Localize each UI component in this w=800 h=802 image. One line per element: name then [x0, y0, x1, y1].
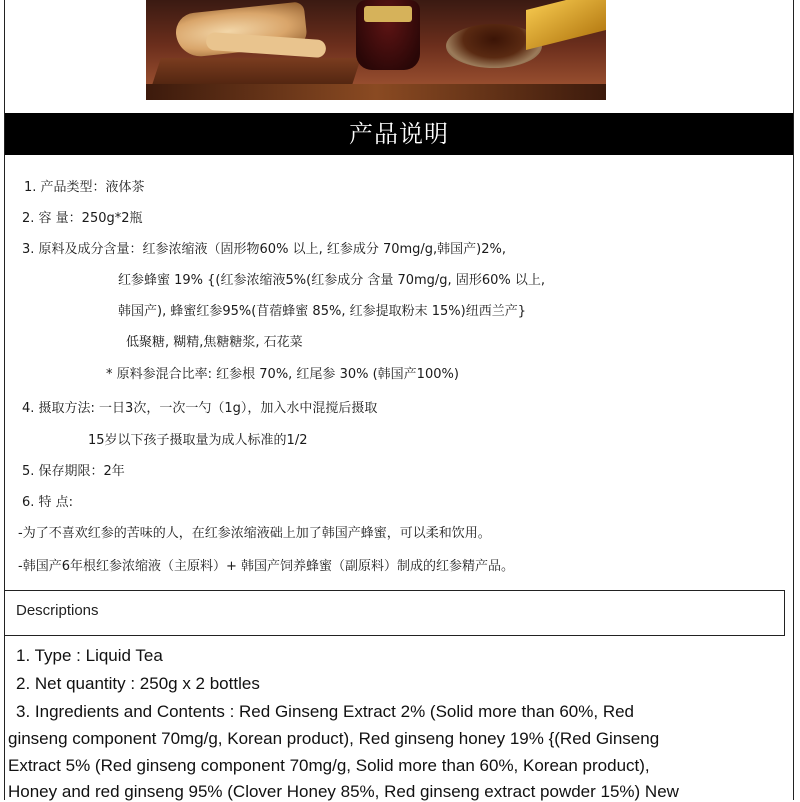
- en-line-type: 1. Type : Liquid Tea: [16, 646, 163, 665]
- en-line-quantity: 2. Net quantity : 250g x 2 bottles: [16, 674, 260, 693]
- zh-line-mix-ratio: * 原料参混合比率: 红参根 70%, 红尾参 30% (韩国产100%): [106, 367, 459, 382]
- zh-line-shelf-life: 5. 保存期限：2年: [22, 464, 125, 479]
- jar-label-shape: [364, 6, 412, 22]
- product-photo: [146, 0, 606, 100]
- descriptions-title: Descriptions: [16, 602, 99, 619]
- zh-line-usage: 4. 摄取方法: 一日3次，一次一勺（1g），加入水中混搅后摄取: [22, 401, 378, 416]
- zh-line-ingredients: 3. 原料及成分含量：红参浓缩液（固形物60% 以上, 红参成分 70mg/g,韩国产)2%,: [22, 242, 507, 257]
- en-line-ingredients-4: Honey and red ginseng 95% (Clover Honey 85%, Red ginseng extract powder 15%) New: [8, 782, 679, 801]
- ginseng-root-shape: [206, 32, 327, 58]
- zh-line-type: 1. 产品类型：液体茶: [24, 180, 145, 195]
- tray-shape: [146, 84, 606, 100]
- zh-line-ingredients-4: 低聚糖, 糊精,焦糖糖浆, 石花菜: [126, 335, 303, 350]
- zh-line-ingredients-3: 韩国产), 蜂蜜红参95%(苜蓿蜂蜜 85%, 红参提取粉末 15%)纽西兰产}: [118, 304, 526, 319]
- en-line-ingredients: 3. Ingredients and Contents : Red Ginseng Extract 2% (Solid more than 60%, Red: [16, 702, 635, 721]
- section-header: 产品说明: [5, 113, 793, 155]
- zh-line-usage-2: 15岁以下孩子摄取量为成人标准的1/2: [88, 433, 308, 448]
- en-line-ingredients-2: ginseng component 70mg/g, Korean product), Red ginseng honey 19% {(Red Ginseng: [8, 729, 660, 748]
- zh-line-ingredients-2: 红参蜂蜜 19% {(红参浓缩液5%(红参成分 含量 70mg/g, 固形60% 以上,: [118, 273, 545, 288]
- en-line-ingredients-3: Extract 5% (Red ginseng component 70mg/g, Solid more than 60%, Korean product),: [8, 756, 650, 775]
- zh-line-feature-2: -韩国产6年根红参浓缩液（主原料）+ 韩国产饲养蜂蜜（副原料）制成的红参精产品。: [18, 559, 514, 574]
- zh-line-features: 6. 特 点:: [22, 495, 74, 510]
- gift-box-shape: [526, 0, 606, 50]
- zh-line-quantity: 2. 容 量：250g*2瓶: [22, 211, 143, 226]
- zh-line-feature-1: -为了不喜欢红参的苦味的人，在红参浓缩液础上加了韩国产蜂蜜，可以柔和饮用。: [18, 526, 491, 541]
- descriptions-box: [5, 590, 785, 636]
